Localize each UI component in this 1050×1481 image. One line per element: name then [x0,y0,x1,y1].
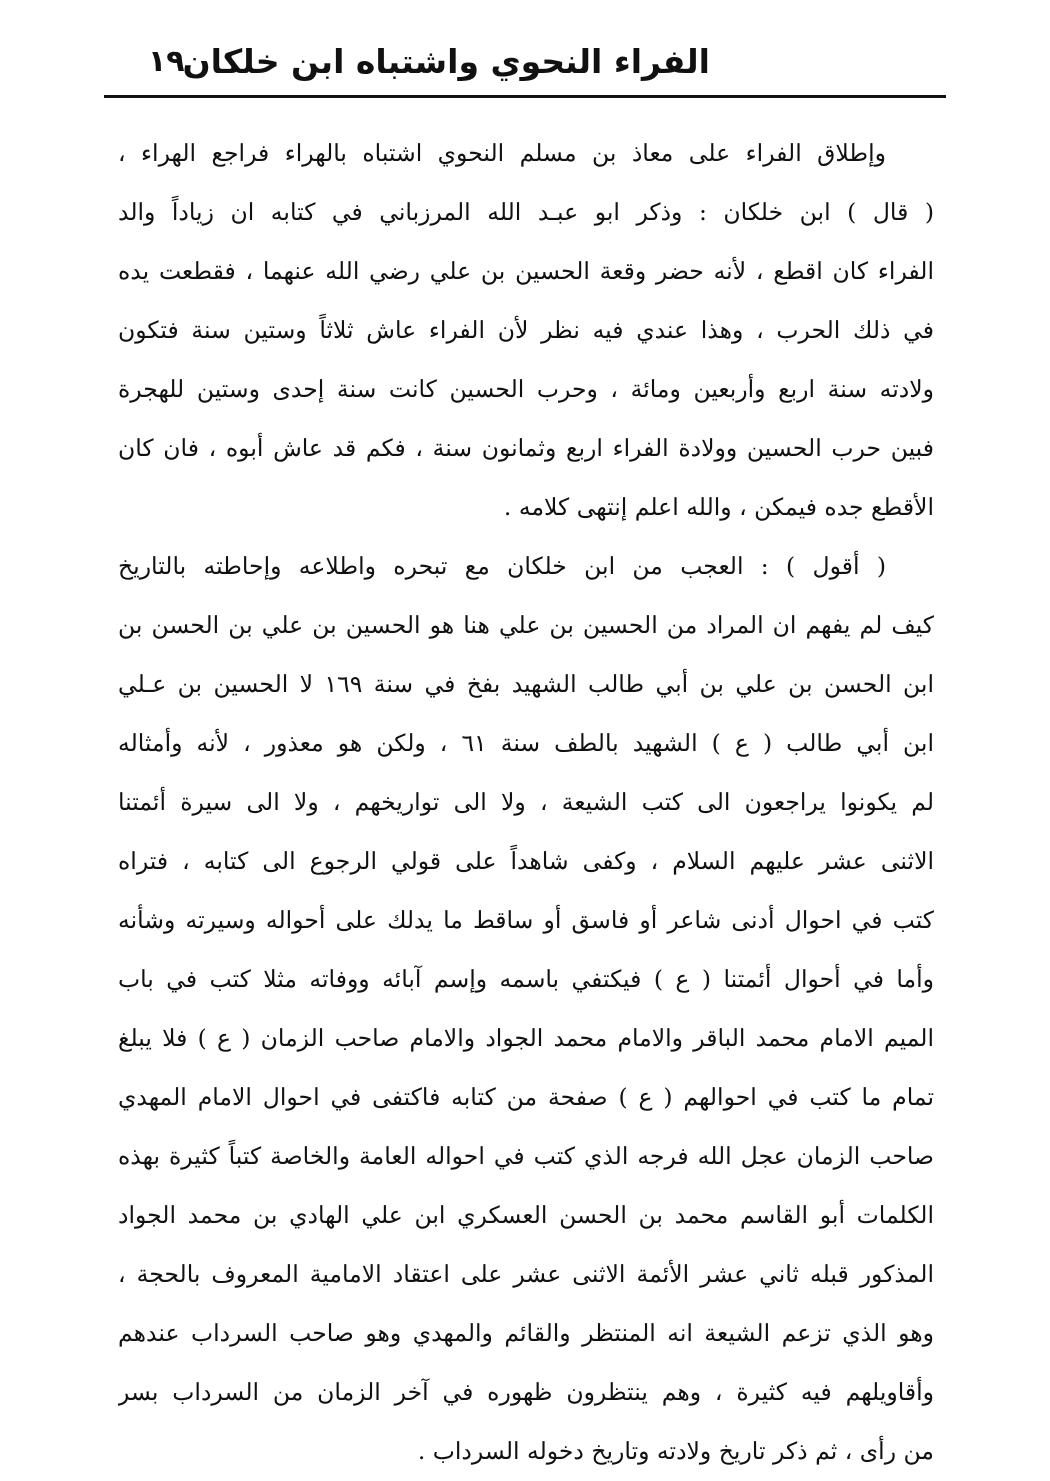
text-line: الأقطع جده فيمكن ، والله اعلم إنتهى كلامه . [503,493,934,521]
text-line: وأقاويلهم فيه كثيرة ، وهم ينتظرون ظهوره في آخر الزمان من السرداب بسر [118,1378,934,1406]
text-line: كيف لم يفهم ان المراد من الحسين بن علي هنا هو الحسين بن علي بن الحسن بن [118,611,934,639]
text-line: الاثنى عشر عليهم السلام ، وكفى شاهداً على قولي الرجوع الى كتابه ، فتراه [118,847,934,875]
text-line: ابن الحسن بن علي بن أبي طالب الشهيد بفخ في سنة ١٦٩ لا الحسين بن عـلي [118,670,934,698]
text-line: الكلمات أبو القاسم محمد بن الحسن العسكري ابن علي الهادي بن محمد الجواد [118,1201,934,1229]
text-line: من رأى ، ثم ذكر تاريخ ولادته وتاريخ دخوله السرداب . [417,1437,934,1465]
body-text [118,124,934,1481]
text-line: الفراء كان اقطع ، لأنه حضر وقعة الحسين بن علي رضي الله عنهما ، فقطعت يده [118,257,934,285]
text-line: ( قال ) ابن خلكان : وذكر ابو عبـد الله المرزباني في كتابه ان زياداً والد [118,198,934,226]
text-line: وهو الذي تزعم الشيعة انه المنتظر والقائم والمهدي وهو صاحب السرداب عندهم [118,1319,934,1347]
text-line: لم يكونوا يراجعون الى كتب الشيعة ، ولا الى تواريخهم ، ولا الى سيرة أئمتنا [118,788,934,816]
text-line: فبين حرب الحسين وولادة الفراء اربع وثمانون سنة ، فكم قد عاش أبوه ، فان كان [118,434,934,462]
text-line: ولادته سنة اربع وأربعين ومائة ، وحرب الحسين كانت سنة إحدى وستين للهجرة [118,375,934,403]
text-line: صاحب الزمان عجل الله فرجه الذي كتب في احواله العامة والخاصة كتباً كثيرة بهذه [118,1142,934,1170]
text-line: في ذلك الحرب ، وهذا عندي فيه نظر لأن الفراء عاش ثلاثاً وستين سنة فتكون [118,316,934,344]
text-line: وإطلاق الفراء على معاذ بن مسلم النحوي اشتباه بالهراء فراجع الهراء ، [118,139,886,167]
header-title: الفراء النحوي واشتباه ابن خلكان [182,42,710,81]
page-number: ١٩ [148,44,185,79]
text-line: وأما في أحوال أئمتنا ( ع ) فيكتفي باسمه وإسم آبائه ووفاته مثلا كتب في باب [118,965,934,993]
text-line: تمام ما كتب في احوالهم ( ع ) صفحة من كتابه فاكتفى في احوال الامام المهدي [118,1083,934,1111]
text-line: المذكور قبله ثاني عشر الأئمة الاثنى عشر على اعتقاد الامامية المعروف بالحجة ، [118,1260,934,1288]
text-line: ( أقول ) : العجب من ابن خلكان مع تبحره واطلاعه وإحاطته بالتاريخ [118,552,886,580]
header-divider [104,95,946,98]
text-line: كتب في احوال أدنى شاعر أو فاسق أو ساقط ما يدلك على أحواله وسيرته وشأنه [118,906,934,934]
text-line: ابن أبي طالب ( ع ) الشهيد بالطف سنة ٦١ ، ولكن هو معذور ، لأنه وأمثاله [118,729,934,757]
text-line: الميم الامام محمد الباقر والامام محمد الجواد والامام صاحب الزمان ( ع ) فلا يبلغ [118,1024,934,1052]
running-header [108,28,948,94]
